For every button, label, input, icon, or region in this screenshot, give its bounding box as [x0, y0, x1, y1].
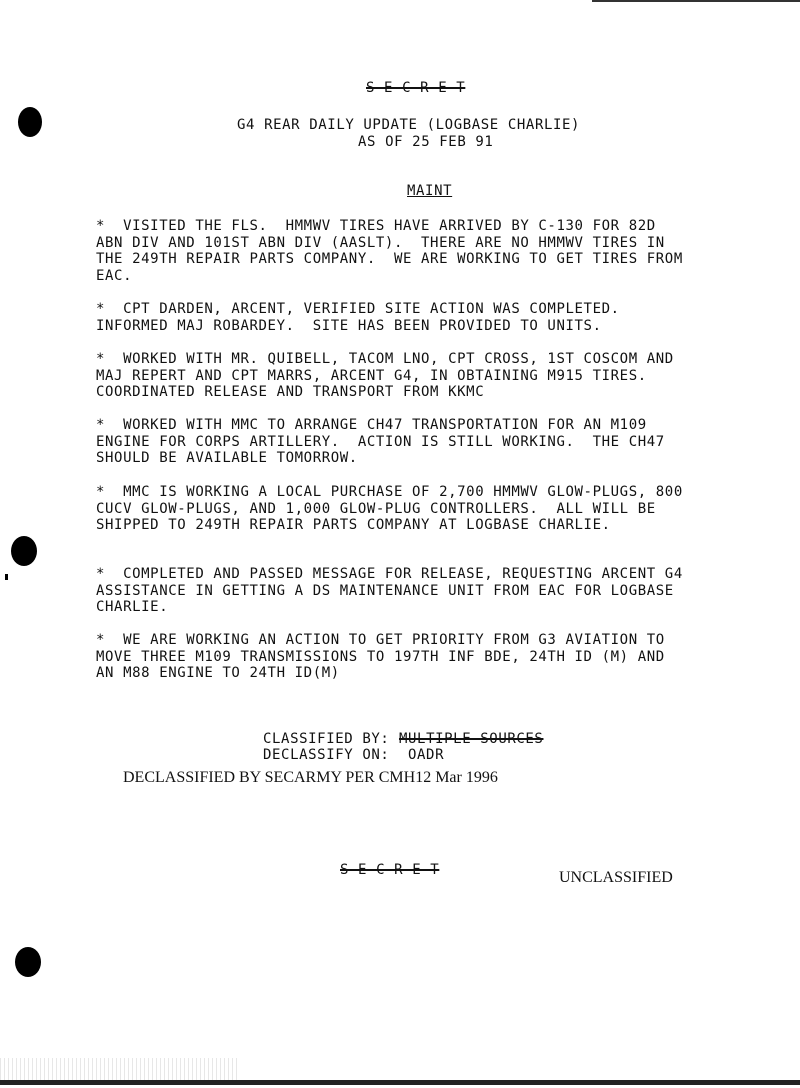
declassify-on-value: OADR [408, 747, 445, 763]
paragraph-m915-tires: * WORKED WITH MR. QUIBELL, TACOM LNO, CPT CROSS, 1ST COSCOM AND MAJ REPERT AND CPT MARRS, ARCENT G4, IN OBTAINING M915 TIRES. COORDINATED RELEASE AND TRANSPORT FROM KKMC [96, 351, 674, 400]
paragraph-site-action: * CPT DARDEN, ARCENT, VERIFIED SITE ACTION WAS COMPLETED. INFORMED MAJ ROBARDEY. SITE HAS BEEN PROVIDED TO UNITS. [96, 301, 620, 334]
secret-mark-top: S E C R E T [366, 80, 466, 96]
classified-by-value: MULTIPLE SOURCES [399, 731, 544, 747]
margin-mark [5, 574, 8, 580]
paragraph-ch47-transport: * WORKED WITH MMC TO ARRANGE CH47 TRANSPORTATION FOR AN M109 ENGINE FOR CORPS ARTILLERY. ACTION IS STILL WORKING. THE CH47 SHOULD BE AVAILABLE TOMORROW. [96, 417, 665, 466]
bottom-edge-line [0, 1080, 800, 1085]
paragraph-ds-maintenance: * COMPLETED AND PASSED MESSAGE FOR RELEASE, REQUESTING ARCENT G4 ASSISTANCE IN GETTING A DS MAINTENANCE UNIT FROM EAC FOR LOGBASE CHARLIE. [96, 566, 683, 615]
scan-noise [0, 1058, 240, 1082]
unclassified-stamp: UNCLASSIFIED [559, 869, 673, 886]
document-date: AS OF 25 FEB 91 [358, 134, 494, 150]
declassified-stamp: DECLASSIFIED BY SECARMY PER CMH12 Mar 1996 [123, 769, 498, 786]
punch-hole-middle [11, 536, 37, 566]
secret-mark-bottom: S E C R E T [340, 862, 440, 878]
classified-by-label: CLASSIFIED BY: [263, 731, 390, 747]
punch-hole-top [18, 107, 42, 137]
declassify-on-label: DECLASSIFY ON: [263, 747, 390, 763]
punch-hole-bottom [15, 947, 41, 977]
section-heading: MAINT [407, 183, 453, 199]
paragraph-glow-plugs: * MMC IS WORKING A LOCAL PURCHASE OF 2,700 HMMWV GLOW-PLUGS, 800 CUCV GLOW-PLUGS, AND 1,000 GLOW-PLUG CONTROLLERS. ALL WILL BE SHIPPED TO 249TH REPAIR PARTS COMPANY AT LOGBASE CHARLIE. [96, 484, 683, 533]
paragraph-fls-tires: * VISITED THE FLS. HMMWV TIRES HAVE ARRIVED BY C-130 FOR 82D ABN DIV AND 101ST ABN DIV (AASLT). THERE ARE NO HMMWV TIRES IN THE 249TH REPAIR PARTS COMPANY. WE ARE WORKING TO GET TIRES FROM EAC. [96, 218, 683, 284]
document-title: G4 REAR DAILY UPDATE (LOGBASE CHARLIE) [237, 117, 581, 133]
top-edge-line [592, 0, 800, 2]
paragraph-priority-g3: * WE ARE WORKING AN ACTION TO GET PRIORITY FROM G3 AVIATION TO MOVE THREE M109 TRANSMISSIONS TO 197TH INF BDE, 24TH ID (M) AND AN M88 ENGINE TO 24TH ID(M) [96, 632, 665, 681]
